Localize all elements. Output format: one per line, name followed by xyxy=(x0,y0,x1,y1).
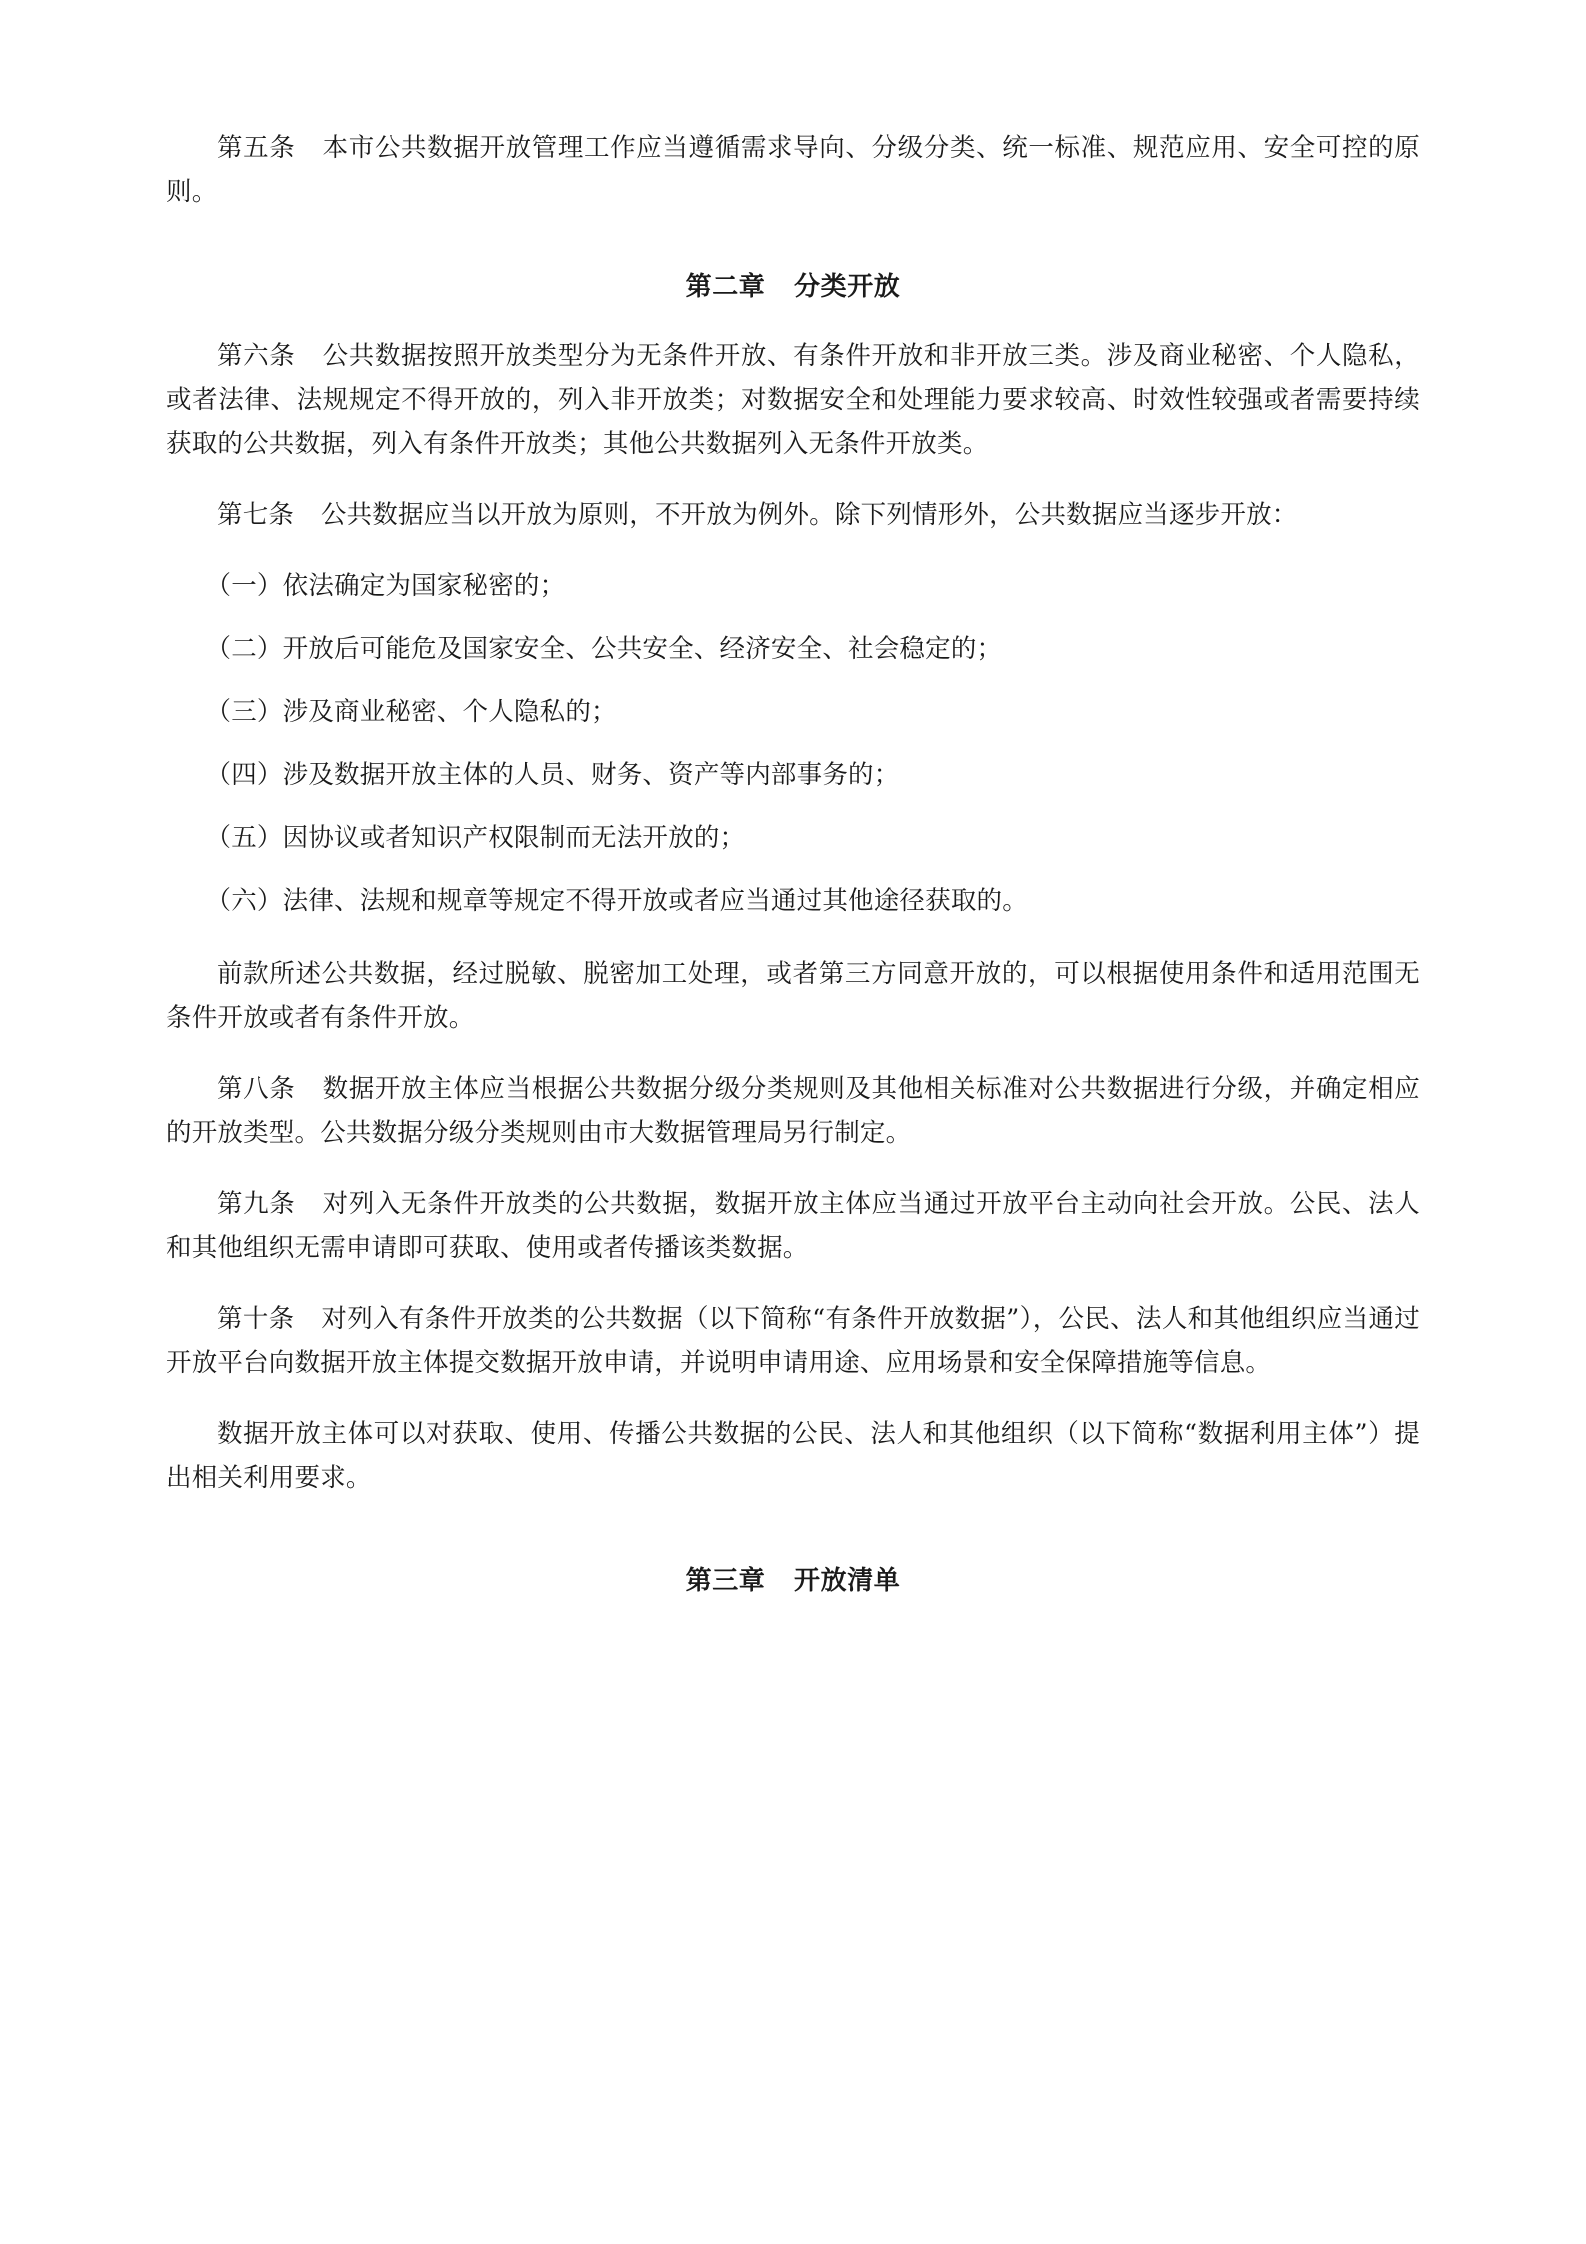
chapter-title-3: 开放清单 xyxy=(794,1566,901,1596)
chapter-heading-2 xyxy=(166,265,1420,309)
chapter-title-2: 分类开放 xyxy=(794,272,901,302)
list-item: （一）依法确定为国家秘密的； xyxy=(205,571,566,601)
spacer xyxy=(166,483,1420,493)
article-paragraph-10 xyxy=(166,1297,1420,1385)
spacer xyxy=(166,1402,1420,1412)
article-paragraph-5 xyxy=(166,126,1420,214)
list-item: （五）因协议或者知识产权限制而无法开放的； xyxy=(205,823,746,853)
list-item: （六）法律、法规和规章等规定不得开放或者应当通过其他途径获取的。 xyxy=(205,886,1028,916)
article-number-10: 第十条 xyxy=(217,1304,295,1334)
paragraph-data-user: 数据开放主体可以对获取、使用、传播公共数据的公民、法人和其他组织（以下简称“数据利用主体”）提出相关利用要求。 xyxy=(166,1419,1420,1493)
article-text-8: 数据开放主体应当根据公共数据分级分类规则及其他相关标准对公共数据进行分级，并确定相应的开放类型。公共数据分级分类规则由市大数据管理局另行制定。 xyxy=(166,1074,1420,1148)
list-item: （二）开放后可能危及国家安全、公共安全、经济安全、社会稳定的； xyxy=(205,634,1003,664)
paragraph-preceding-clause: 前款所述公共数据，经过脱敏、脱密加工处理，或者第三方同意开放的，可以根据使用条件和适用范围无条件开放或者有条件开放。 xyxy=(166,959,1420,1033)
spacer xyxy=(166,1057,1420,1067)
article-number-8: 第八条 xyxy=(217,1074,296,1104)
article-text-6: 公共数据按照开放类型分为无条件开放、有条件开放和非开放三类。涉及商业秘密、个人隐私，或者法律、法规规定不得开放的，列入非开放类；对数据安全和处理能力要求较高、时效性较强或者需要持续获取的公共数据，列入有条件开放类；其他公共数据列入无条件开放类。 xyxy=(166,341,1420,459)
article-text-9: 对列入无条件开放类的公共数据，数据开放主体应当通过开放平台主动向社会开放。公民、法人和其他组织无需申请即可获取、使用或者传播该类数据。 xyxy=(166,1189,1420,1263)
document-body xyxy=(166,126,1420,1628)
chapter-number-3: 第三章 xyxy=(685,1566,766,1596)
chapter-number-2: 第二章 xyxy=(685,272,766,302)
article-number-6: 第六条 xyxy=(217,341,296,371)
article-number-5: 第五条 xyxy=(217,133,296,163)
list-item: （四）涉及数据开放主体的人员、财务、资产等内部事务的； xyxy=(205,760,900,790)
article-text-5: 本市公共数据开放管理工作应当遵循需求导向、分级分类、统一标准、规范应用、安全可控的原则。 xyxy=(166,133,1420,207)
article-paragraph-7 xyxy=(166,493,1420,537)
article-text-7: 公共数据应当以开放为原则，不开放为例外。除下列情形外，公共数据应当逐步开放： xyxy=(320,500,1298,530)
article-paragraph-6 xyxy=(166,334,1420,466)
article-paragraph-8 xyxy=(166,1067,1420,1155)
article-number-9: 第九条 xyxy=(217,1189,296,1219)
spacer xyxy=(166,554,1420,564)
article-number-7: 第七条 xyxy=(217,500,295,530)
spacer xyxy=(166,1287,1420,1297)
chapter-heading-3 xyxy=(166,1559,1420,1603)
article-text-10: 对列入有条件开放类的公共数据（以下简称“有条件开放数据”），公民、法人和其他组织应当通过开放平台向数据开放主体提交数据开放申请，并说明申请用途、应用场景和安全保障措施等信息。 xyxy=(166,1304,1420,1378)
spacer xyxy=(166,231,1420,241)
article-paragraph-9 xyxy=(166,1182,1420,1270)
spacer xyxy=(166,1517,1420,1535)
list-item: （三）涉及商业秘密、个人隐私的； xyxy=(205,697,617,727)
spacer xyxy=(166,1172,1420,1182)
spacer xyxy=(166,942,1420,952)
